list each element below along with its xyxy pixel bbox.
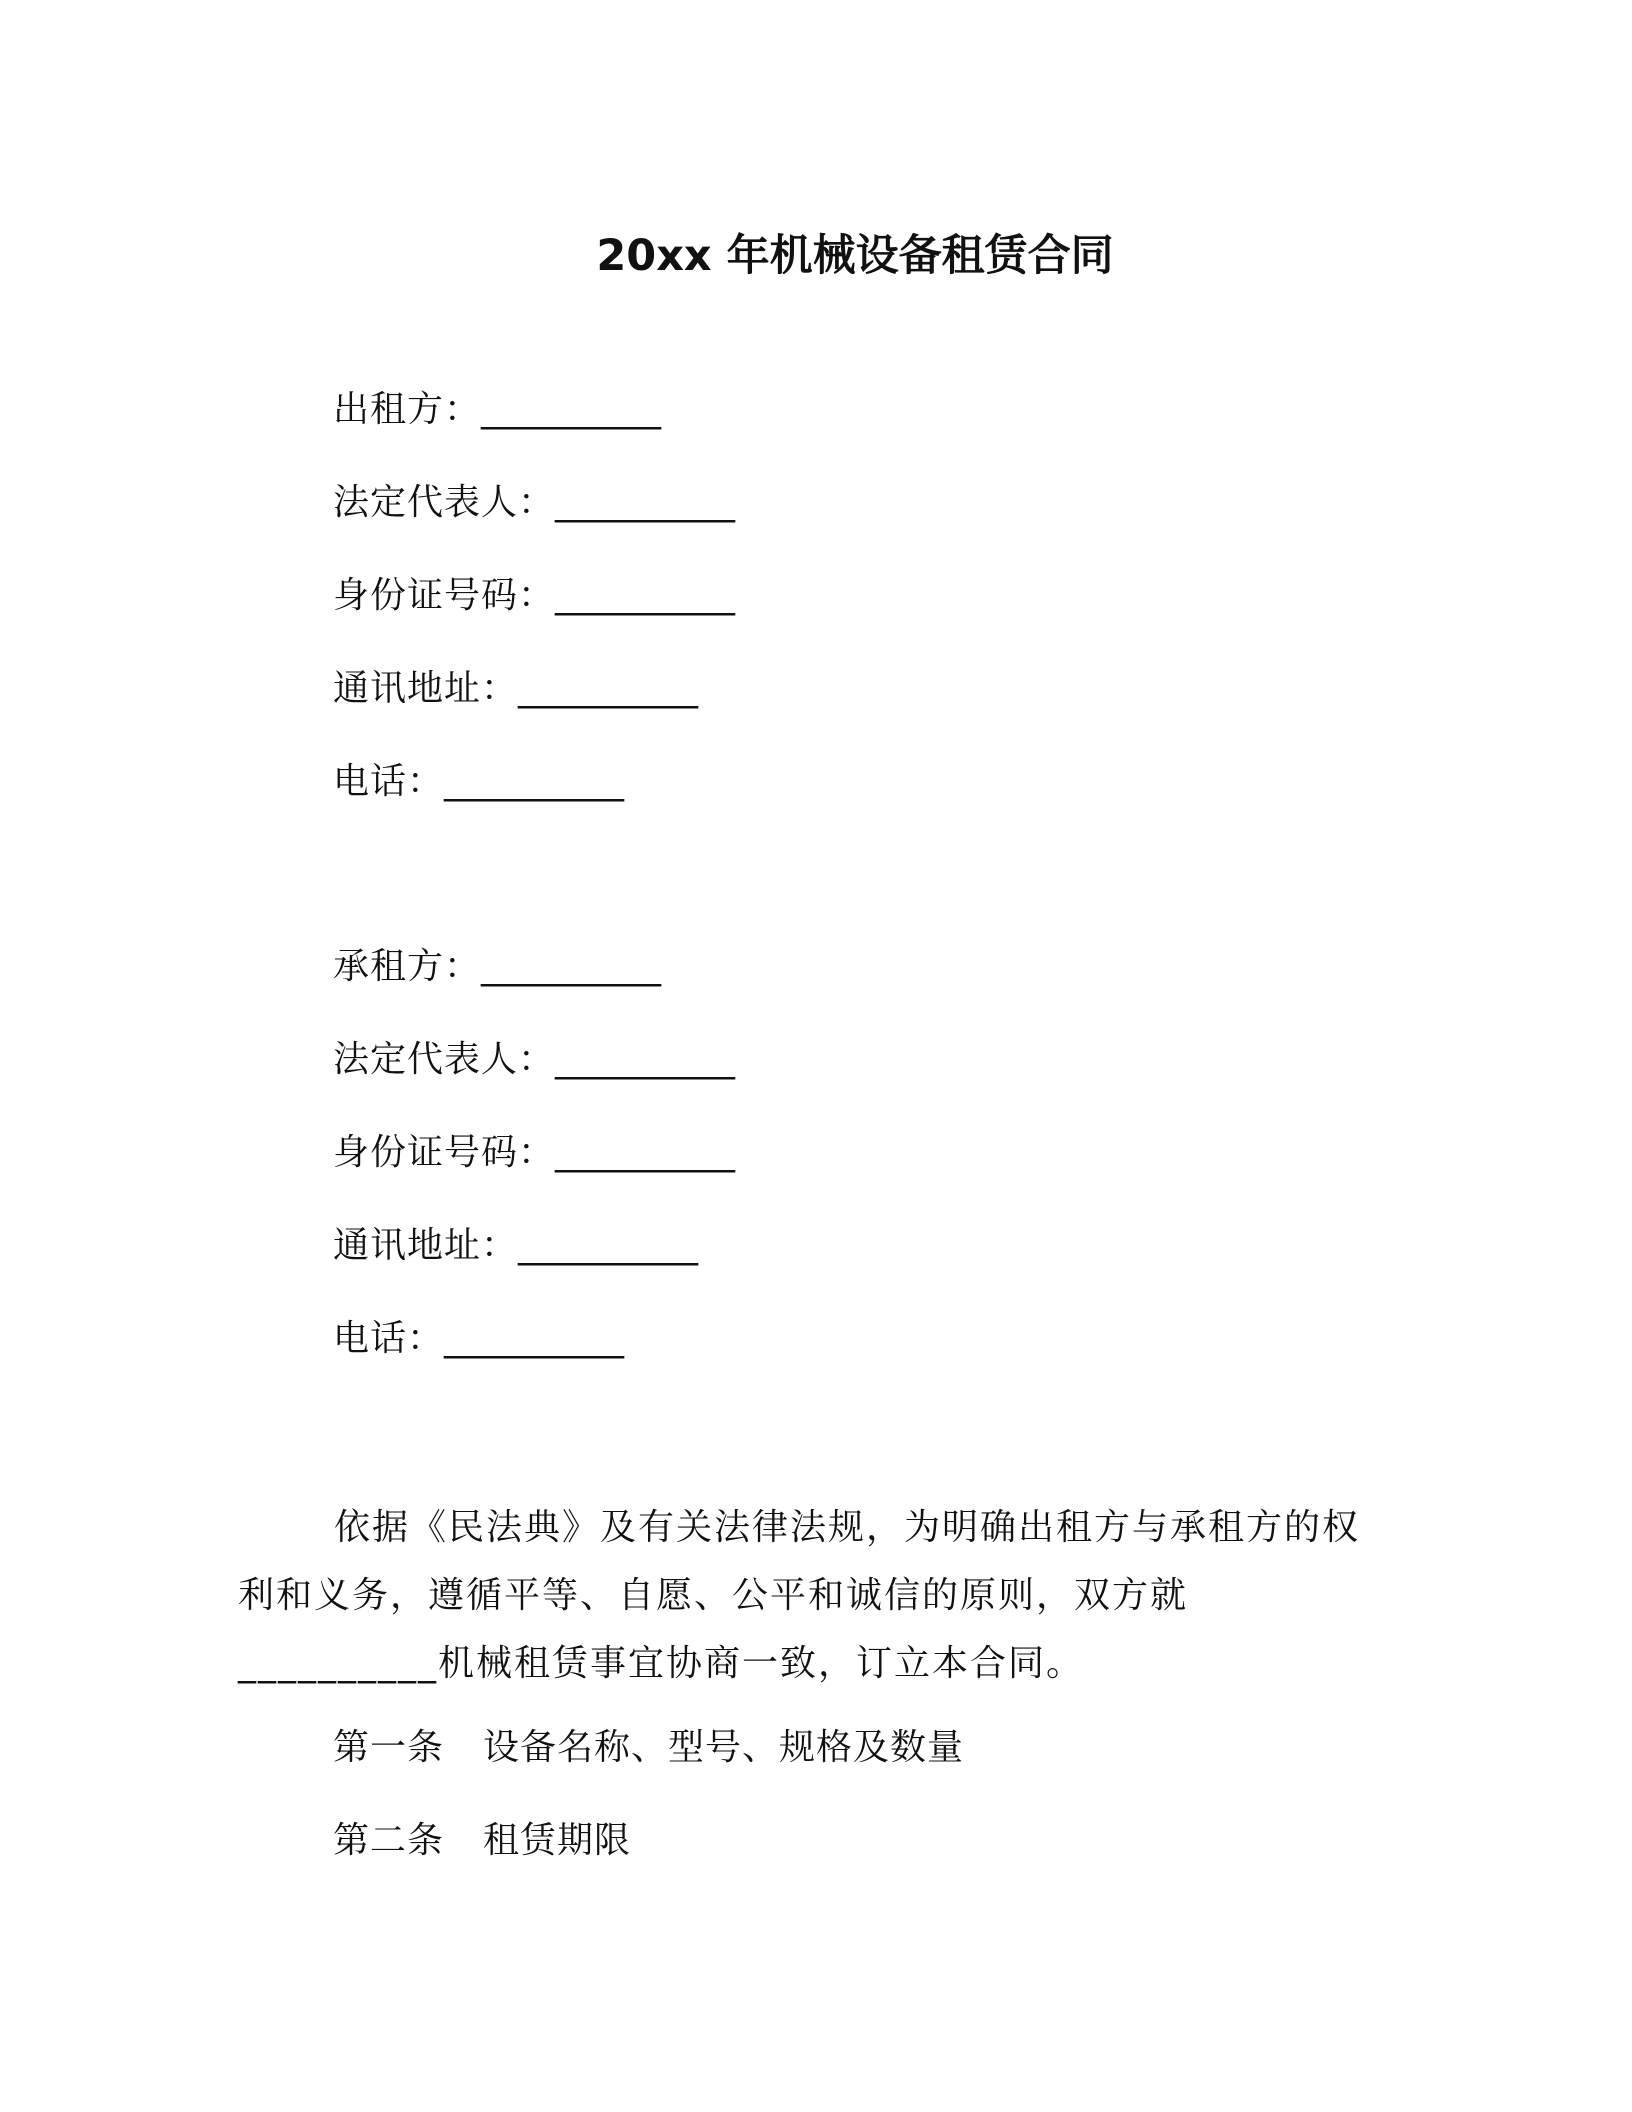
article-2-heading [333,1817,631,1865]
fill-in-blank: __________ [555,1132,736,1173]
lessor-party-field [333,386,661,434]
lessor-id-number-field [333,572,735,620]
fill-in-blank: __________ [481,946,662,987]
fill-in-blank: __________ [555,575,736,616]
fill-in-blank: __________ [444,761,625,802]
field-label: 法定代表人： [333,482,556,523]
article-number: 第二条 [333,1820,445,1861]
article-number: 第一条 [333,1727,445,1768]
field-label: 身份证号码： [333,575,556,616]
document-title: 20xx 年机械设备租赁合同 [596,231,1114,281]
article-title: 设备名称、型号、规格及数量 [483,1727,965,1768]
preamble-paragraph [238,1494,1378,1698]
fill-in-blank: __________ [444,1318,625,1359]
field-label: 通讯地址： [333,668,519,709]
fill-in-blank: __________ [555,482,736,523]
field-label: 电话： [333,1318,445,1359]
preamble-text: 依据《民法典》及有关法律法规，为明确出租方与承租方的权利和义务，遵循平等、自愿、公平和诚信的原则，双方就__________机械租赁事宜协商一致，订立本合同。 [238,1507,1361,1684]
field-label: 出租方： [333,389,482,430]
field-label: 承租方： [333,946,482,987]
lessee-id-number-field [333,1129,735,1177]
lessor-phone-field [333,758,624,806]
lessor-legal-rep-field [333,479,735,527]
lessee-party-field [333,943,661,991]
fill-in-blank: __________ [518,668,699,709]
lessee-legal-rep-field [333,1036,735,1084]
field-label: 身份证号码： [333,1132,556,1173]
fill-in-blank: __________ [555,1039,736,1080]
lessee-address-field [333,1222,698,1270]
article-1-heading [333,1724,964,1772]
fill-in-blank: __________ [481,389,662,430]
article-title: 租赁期限 [483,1820,632,1861]
field-label: 电话： [333,761,445,802]
fill-in-blank: __________ [518,1225,699,1266]
field-label: 法定代表人： [333,1039,556,1080]
field-label: 通讯地址： [333,1225,519,1266]
lessee-phone-field [333,1315,624,1363]
lessor-address-field [333,665,698,713]
